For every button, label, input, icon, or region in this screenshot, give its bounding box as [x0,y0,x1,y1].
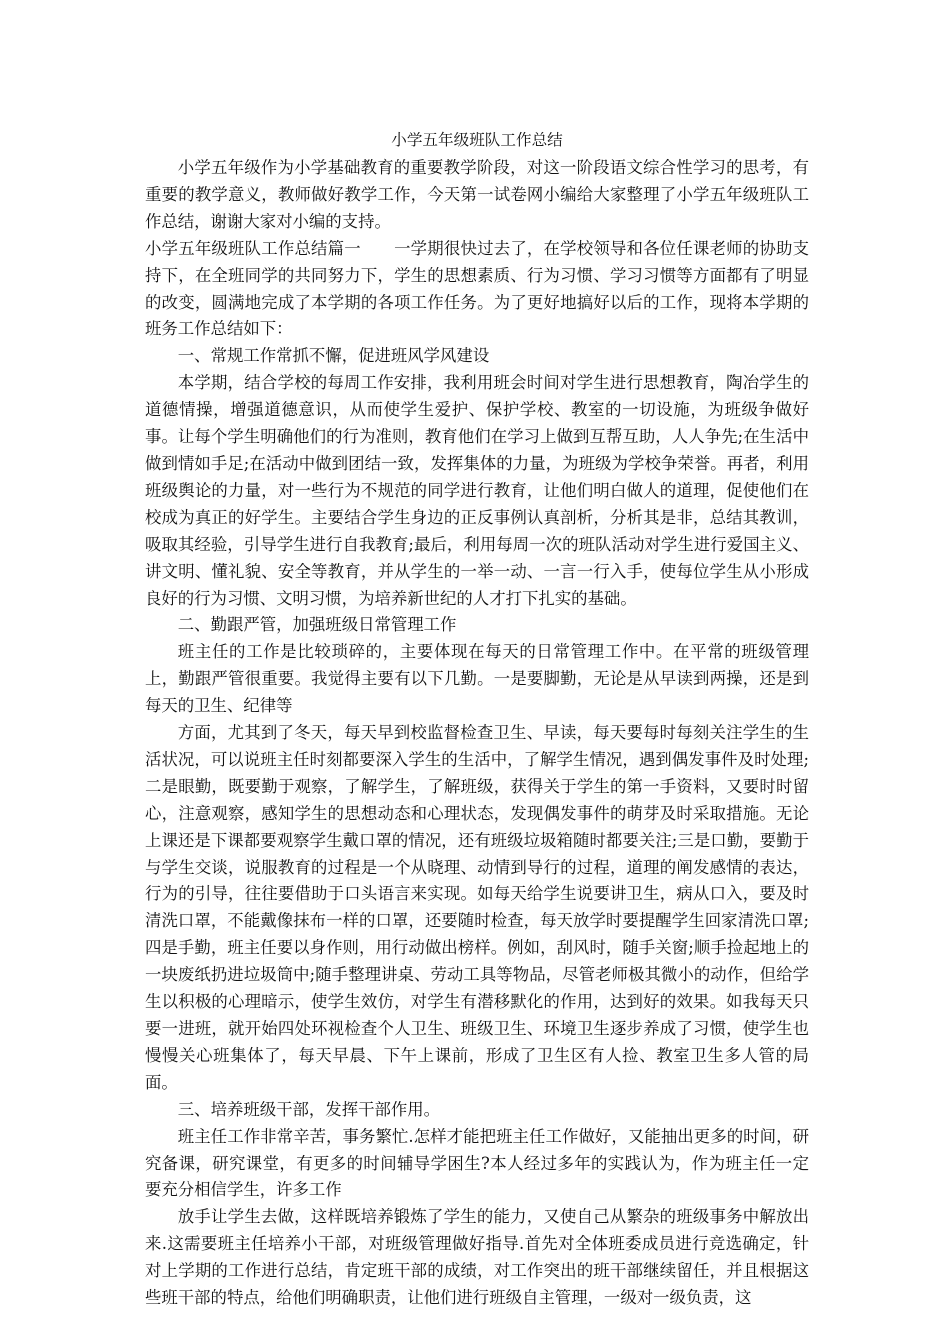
body-paragraph-1: 本学期，结合学校的每周工作安排，我利用班会时间对学生进行思想教育，陶冶学生的道德情操，增强道德意识，从而使学生爱护、保护学校、教室的一切设施，为班级争做好事。让每个学生明确他们的行为准则，教育他们在学习上做到互帮互助，人人争先;在生活中做到情如手足;在活动中做到团结一致，发挥集体的力量，为班级为学校争荣誉。再者，利用班级舆论的力量，对一些行为不规范的同学进行教育，让他们明白做人的道理，促使他们在校成为真正的好学生。主要结合学生身边的正反事例认真剖析，分析其是非，总结其教训，吸取其经验，引导学生进行自我教育;最后，利用每周一次的班队活动对学生进行爱国主义、讲文明、懂礼貌、安全等教育，并从学生的一举一动、一言一行入手，使每位学生从小形成良好的行为习惯、文明习惯，为培养新世纪的人才打下扎实的基础。 [145,373,809,608]
body-paragraph-3: 方面，尤其到了冬天，每天早到校监督检查卫生、早读，每天要每时每刻关注学生的生活状况，可以说班主任时刻都要深入学生的生活中，了解学生情况，遇到偶发事件及时处理;二是眼勤，既要勤于观察，了解学生，了解班级，获得关于学生的第一手资料，又要时时留心，注意观察，感知学生的思想动态和心理状态，发现偶发事件的萌芽及时采取措施。无论上课还是下课都要观察学生戴口罩的情况，还有班级垃圾箱随时都要关注;三是口勤，要勤于与学生交谈，说服教育的过程是一个从晓理、动情到导行的过程，道理的阐发感情的表达，行为的引导，往往要借助于口头语言来实现。如每天给学生说要讲卫生，病从口入，要及时清洗口罩，不能戴像抹布一样的口罩，还要随时检查，每天放学时要提醒学生回家清洗口罩;四是手勤，班主任要以身作则，用行动做出榜样。例如，刮风时，随手关窗;顺手捡起地上的一块废纸扔进垃圾筒中;随手整理讲桌、劳动工具等物品，尽管老师极其微小的动作，但给学生以积极的心理暗示，使学生效仿，对学生有潜移默化的作用，达到好的效果。如我每天只要一进班，就开始四处环视检查个人卫生、班级卫生、环境卫生逐步养成了习惯，使学生也慢慢关心班集体了，每天早晨、下午上课前，形成了卫生区有人捡、教室卫生多人管的局面。 [145,723,809,1092]
section-heading-3: 三、培养班级干部，发挥干部作用。 [177,1099,441,1119]
intro-paragraph: 小学五年级作为小学基础教育的重要教学阶段，对这一阶段语文综合性学习的思考，有重要的教学意义，教师做好教学工作，今天第一试卷网小编给大家整理了小学五年级班队工作总结，谢谢大家对小编的支持。 [145,158,809,231]
section-heading-1: 一、常规工作常抓不懈，促进班风学风建设 [177,346,490,366]
body-paragraph-5: 放手让学生去做，这样既培养锻炼了学生的能力，又使自己从繁杂的班级事务中解放出来.这需要班主任培养小干部，对班级管理做好指导.首先对全体班委成员进行竞选确定，针对上学期的工作进行总结，肯定班干部的成绩，对工作突出的班干部继续留任，并且根据这些班干部的特点，给他们明确职责，让他们进行班级自主管理，一级对一级负责，这 [145,1207,809,1308]
document-title: 小学五年级班队工作总结 [391,131,563,149]
document-page [145,128,809,1312]
body-paragraph-4: 班主任工作非常辛苦，事务繁忙.怎样才能把班主任工作做好，又能抽出更多的时间，研究备课，研究课堂，有更多的时间辅导学困生?本人经过多年的实践认为，作为班主任一定要充分相信学生，许多工作 [145,1126,809,1200]
body-paragraph-2: 班主任的工作是比较琐碎的，主要体现在每天的日常管理工作中。在平常的班级管理上，勤跟严管很重要。我觉得主要有以下几勤。一是要脚勤，无论是从早读到两操，还是到每天的卫生、纪律等 [145,642,809,716]
section-heading-2: 二、勤跟严管，加强班级日常管理工作 [177,615,457,635]
part1-lead-paragraph: 小学五年级班队工作总结篇一 一学期很快过去了，在学校领导和各位任课老师的协助支持下，在全班同学的共同努力下，学生的思想素质、行为习惯、学习习惯等方面都有了明显的改变，圆满地完成了本学期的各项工作任务。为了更好地搞好以后的工作，现将本学期的班务工作总结如下： [145,238,809,339]
